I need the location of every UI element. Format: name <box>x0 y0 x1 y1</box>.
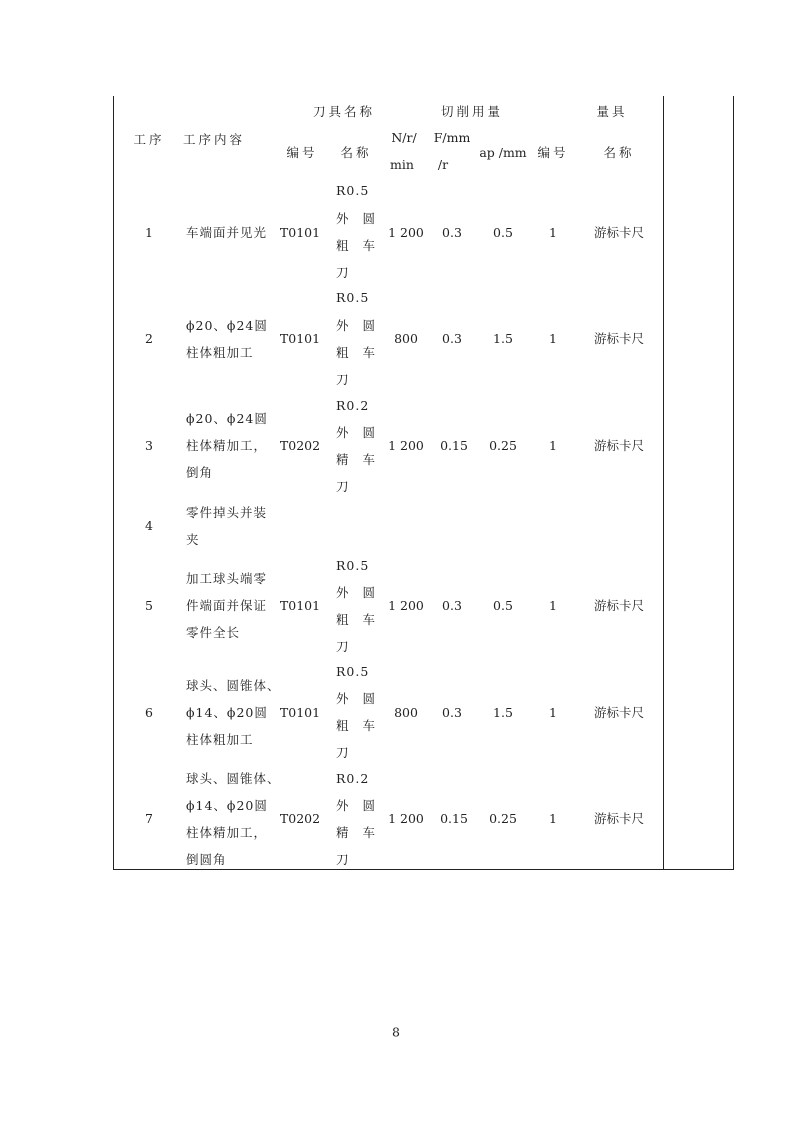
gauge-number: 1 <box>549 225 557 240</box>
tool-number: T0101 <box>279 705 321 720</box>
gauge-name: 游标卡尺 <box>593 331 645 346</box>
gauge-name: 游标卡尺 <box>593 438 645 453</box>
tool-name-line: 精 车 <box>336 452 380 467</box>
page-number: 8 <box>392 1024 400 1040</box>
header-speed-line1: N/r/ <box>391 130 417 145</box>
cut-depth: 1.5 <box>493 705 513 720</box>
tool-number: T0101 <box>279 225 321 240</box>
header-gauge-group: 量具 <box>596 104 628 119</box>
gauge-name: 游标卡尺 <box>593 598 645 613</box>
spindle-speed: 1 200 <box>388 811 424 826</box>
step-content-line: 零件全长 <box>186 625 241 640</box>
tool-name-line: 粗 车 <box>336 345 380 360</box>
tool-name-line: R0.2 <box>336 771 370 786</box>
gauge-name: 游标卡尺 <box>593 811 645 826</box>
spindle-speed: 1 200 <box>388 438 424 453</box>
step-content-line: 柱体精加工， <box>186 825 268 840</box>
tool-number: T0202 <box>279 438 321 453</box>
step-content-line: ϕ14、ϕ20圆 <box>186 705 268 720</box>
header-tool-group: 刀具名称 <box>312 104 376 119</box>
tool-name-line: R0.2 <box>336 398 370 413</box>
tool-name-line: 外 圆 <box>336 211 380 226</box>
tool-name-line: 外 圆 <box>336 585 380 600</box>
spindle-speed: 1 200 <box>388 598 424 613</box>
step-number: 5 <box>145 598 153 613</box>
tool-name-line: R0.5 <box>336 183 370 198</box>
step-number: 4 <box>145 518 153 533</box>
tool-name-line: R0.5 <box>336 290 370 305</box>
step-number: 7 <box>145 811 153 826</box>
cut-depth: 0.5 <box>493 225 513 240</box>
tool-name-line: 精 车 <box>336 825 380 840</box>
feed-rate: 0.15 <box>440 811 468 826</box>
tool-name-line: 刀 <box>336 265 350 280</box>
header-feed-line1: F/mm <box>433 130 471 145</box>
step-number: 2 <box>145 331 153 346</box>
step-content-line: 柱体粗加工 <box>186 732 254 747</box>
step-number: 6 <box>145 705 153 720</box>
step-content-line: 零件掉头并装 <box>186 505 268 520</box>
step-content-line: 倒圆角 <box>186 852 227 867</box>
step-content-line: 柱体粗加工 <box>186 345 254 360</box>
cut-depth: 0.25 <box>489 811 517 826</box>
step-content-line: 加工球头端零 <box>186 571 268 586</box>
gauge-number: 1 <box>549 705 557 720</box>
header-tool-no: 编号 <box>286 145 318 160</box>
tool-name-line: 粗 车 <box>336 612 380 627</box>
step-content-line: ϕ20、ϕ24圆 <box>186 318 268 333</box>
cut-depth: 0.5 <box>493 598 513 613</box>
header-content: 工序内容 <box>182 132 246 147</box>
tool-number: T0101 <box>279 331 321 346</box>
tool-number: T0101 <box>279 598 321 613</box>
process-table-frame <box>113 96 734 870</box>
tool-name-line: R0.5 <box>336 558 370 573</box>
tool-name-line: 粗 车 <box>336 238 380 253</box>
tool-name-line: 刀 <box>336 372 350 387</box>
tool-name-line: 外 圆 <box>336 425 380 440</box>
tool-number: T0202 <box>279 811 321 826</box>
header-gauge-no: 编号 <box>537 145 569 160</box>
tool-name-line: 外 圆 <box>336 318 380 333</box>
header-tool-name: 名称 <box>340 145 372 160</box>
header-step: 工序 <box>133 132 165 147</box>
step-content-line: 夹 <box>186 532 200 547</box>
feed-rate: 0.15 <box>440 438 468 453</box>
header-depth: ap /mm <box>479 145 527 160</box>
cut-depth: 0.25 <box>489 438 517 453</box>
tool-name-line: R0.5 <box>336 664 370 679</box>
tool-name-line: 刀 <box>336 852 350 867</box>
step-content-line: 柱体精加工， <box>186 438 268 453</box>
gauge-name: 游标卡尺 <box>593 705 645 720</box>
feed-rate: 0.3 <box>442 225 462 240</box>
gauge-number: 1 <box>549 438 557 453</box>
step-content-line: 球头、圆锥体、 <box>186 771 281 786</box>
step-number: 1 <box>145 225 153 240</box>
header-speed-line2: min <box>390 157 414 172</box>
cut-depth: 1.5 <box>493 331 513 346</box>
tool-name-line: 刀 <box>336 639 350 654</box>
tool-name-line: 粗 车 <box>336 718 380 733</box>
spindle-speed: 800 <box>394 331 418 346</box>
step-number: 3 <box>145 438 153 453</box>
step-content-line: 球头、圆锥体、 <box>186 678 281 693</box>
header-gauge-name: 名称 <box>603 145 635 160</box>
gauge-name: 游标卡尺 <box>593 225 645 240</box>
step-content-line: ϕ14、ϕ20圆 <box>186 798 268 813</box>
header-cutting-group: 切削用量 <box>440 104 504 119</box>
gauge-number: 1 <box>549 598 557 613</box>
feed-rate: 0.3 <box>442 705 462 720</box>
feed-rate: 0.3 <box>442 331 462 346</box>
tool-name-line: 外 圆 <box>336 798 380 813</box>
tool-name-line: 刀 <box>336 479 350 494</box>
table-column-divider <box>663 96 664 870</box>
step-content-line: 件端面并保证 <box>186 598 268 613</box>
feed-rate: 0.3 <box>442 598 462 613</box>
step-content-line: 倒角 <box>186 465 214 480</box>
step-content-line: 车端面并见光 <box>186 225 268 240</box>
spindle-speed: 800 <box>394 705 418 720</box>
spindle-speed: 1 200 <box>388 225 424 240</box>
gauge-number: 1 <box>549 331 557 346</box>
header-feed-line2: /r <box>437 157 449 172</box>
step-content-line: ϕ20、ϕ24圆 <box>186 411 268 426</box>
tool-name-line: 刀 <box>336 745 350 760</box>
tool-name-line: 外 圆 <box>336 691 380 706</box>
gauge-number: 1 <box>549 811 557 826</box>
